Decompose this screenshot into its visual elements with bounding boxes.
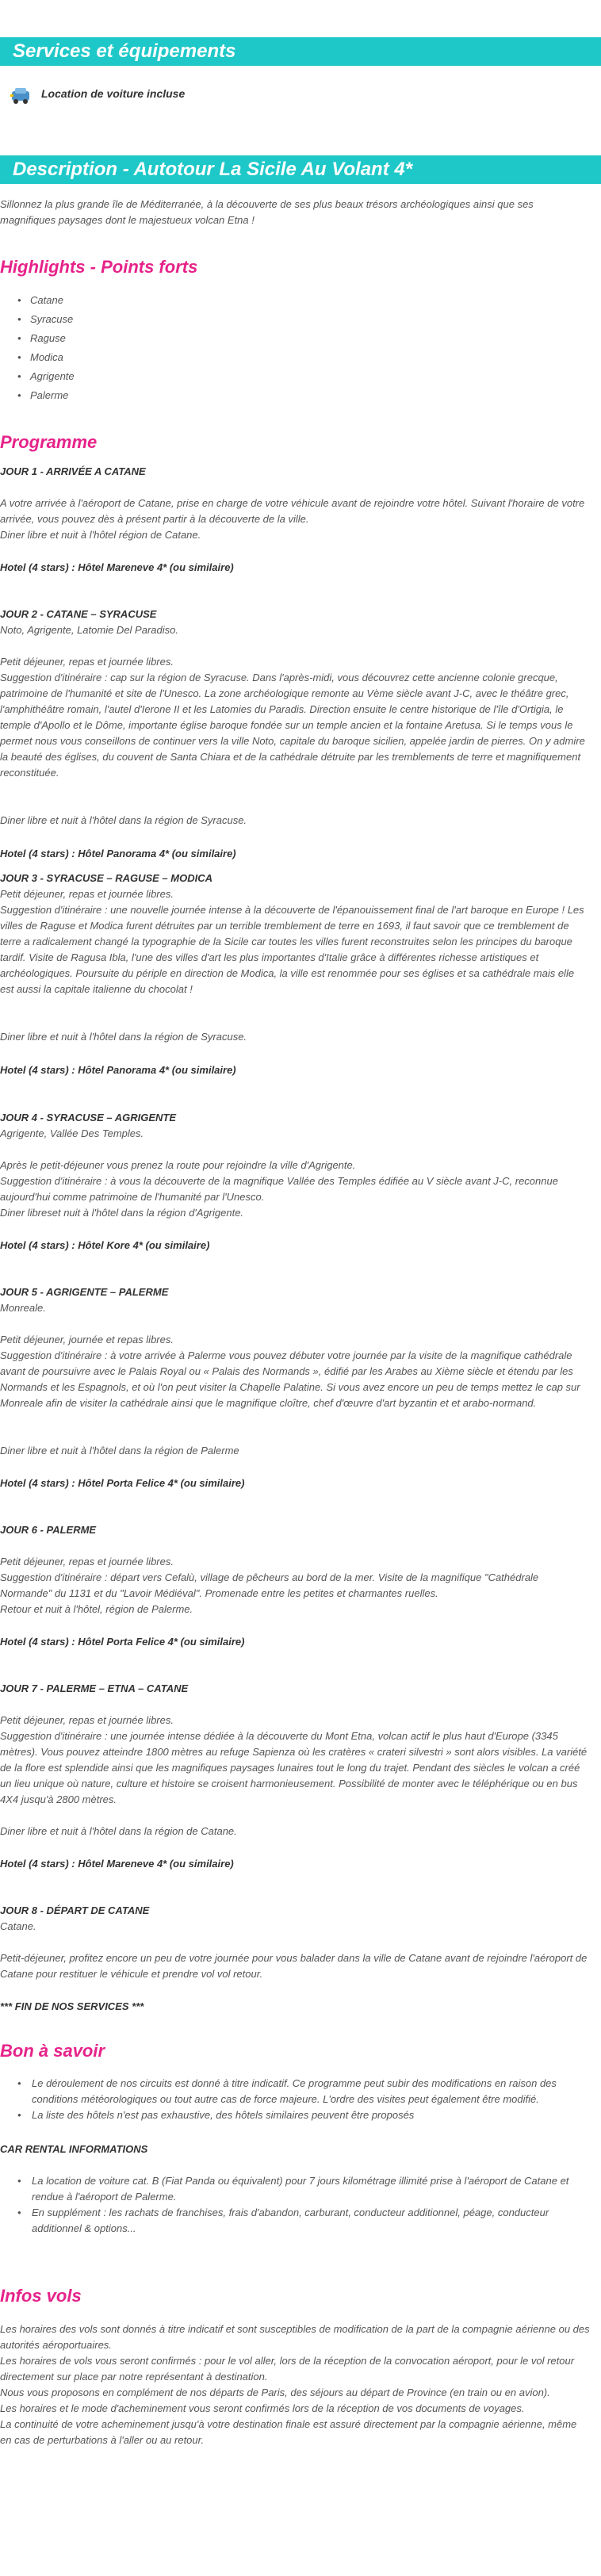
list-item: • La location de voiture cat. B (Fiat Panda ou équivalent) pour 7 jours kilométrage illimité prise à l'aéroport de Catane et rendue à l'aéroport de Palerme.: [0, 2173, 591, 2205]
car-rental-icon: [10, 85, 32, 107]
day-hotel: Hotel (4 stars) : Hôtel Mareneve 4* (ou similaire): [0, 1858, 234, 1870]
day-hotel: Hotel (4 stars) : Hôtel Mareneve 4* (ou similaire): [0, 561, 234, 573]
infos-vols-title: Infos vols: [0, 2286, 82, 2306]
day-subtitle: Agrigente, Vallée Des Temples.: [0, 1127, 144, 1139]
day-body: Diner libre et nuit à l'hôtel dans la région de Palerme: [0, 1445, 239, 1456]
day-hotel: Hotel (4 stars) : Hôtel Porta Felice 4* (ou similaire): [0, 1636, 245, 1648]
day-heading: JOUR 3 - SYRACUSE – RAGUSE – MODICA: [0, 872, 212, 884]
day-hotel: Hotel (4 stars) : Hôtel Panorama 4* (ou similaire): [0, 848, 236, 859]
list-item: • Syracuse: [0, 310, 238, 329]
day-heading: JOUR 4 - SYRACUSE – AGRIGENTE: [0, 1112, 177, 1123]
day-body: Suggestion d'itinéraire : à vous la découverte de la magnifique Vallée des Temples édifiée au V siècle avant J-C, reconnue aujourd'hui comme patrimoine de l'humanité par l'Unesco.: [0, 1175, 558, 1203]
list-item: • Catane: [0, 291, 238, 310]
car-rental-list: [0, 2173, 591, 2237]
infos-vols-line: La continuité de votre acheminement jusqu'à votre destination finale est assuré directement par la compagnie aérienne, même en cas de perturbations à l'aller ou au retour.: [0, 2418, 577, 2446]
day-heading: JOUR 5 - AGRIGENTE – PALERME: [0, 1286, 169, 1298]
bon-a-savoir-list: [0, 2076, 591, 2123]
highlights-list: [0, 291, 238, 405]
car-rental-heading: CAR RENTAL INFORMATIONS: [0, 2143, 148, 2155]
day-hotel: Hotel (4 stars) : Hôtel Kore 4* (ou similaire): [0, 1239, 210, 1251]
list-item: • En supplément : les rachats de franchises, frais d'abandon, carburant, conducteur additionnel, péage, conducteur additionnel & options...: [0, 2205, 591, 2237]
day-subtitle: Catane.: [0, 1920, 36, 1932]
day-body: Petit déjeuner, repas et journée libres.: [0, 1714, 174, 1726]
day-subtitle: Noto, Agrigente, Latomie Del Paradiso.: [0, 624, 178, 636]
list-item: • Raguse: [0, 329, 238, 348]
day-body: Après le petit-déjeuner vous prenez la route pour rejoindre la ville d'Agrigente.: [0, 1159, 356, 1171]
list-item: • Palerme: [0, 386, 238, 405]
programme-title: Programme: [0, 432, 98, 452]
day-body: Petit déjeuner, repas et journée libres.: [0, 1556, 174, 1567]
description-intro: Sillonnez la plus grande île de Méditerranée, à la découverte de ses plus beaux trésors archéologiques ainsi que ses magnifiques paysages dont le majestueux volcan Etna !: [0, 198, 534, 226]
day-body: Suggestion d'itinéraire : à votre arrivée à Palerme vous pouvez débuter votre journée par la visite de la magnifique cathédrale avant de poursuivre avec le Palais Royal ou « Palais des Normands », édifié par les Arabes au Xième siècle et étendu par les Normands et les Espagnols, et où l'on peut visiter la Chapelle Palatine. Si vous avez encore un peu de temps mettez le cap sur Monreale afin de visiter la cathédrale ainsi que le magnifique cloître, chef d'œuvre d'art byzantin et et arabo-normand.: [0, 1349, 580, 1409]
day-body: Diner libre et nuit à l'hôtel dans la région de Syracuse.: [0, 814, 247, 826]
day-body: Diner libreset nuit à l'hôtel dans la région d'Agrigente.: [0, 1207, 244, 1219]
day-body: Suggestion d'itinéraire : une nouvelle journée intense à la découverte de l'épanouissement final de l'art baroque en Europe ! Les villes de Raguse et Modica furent détruites par un terrible tremblement de terre en 1693, il faut savoir que ce tremblement de terre a radicalement changé la typographie de la Sicile car toutes les villes furent reconstruites selon les principes du baroque tardif. Visite de Ragusa Ibla, l'une des villes d'art les plus importantes d'Italie grâce à différentes richesse artistiques et archéologiques. Poursuite du périple en direction de Modica, la ville est renommée pour ses églises et sa cathédrale mais elle est aussi la capitale italienne du chocolat !: [0, 904, 584, 995]
end-of-services: *** FIN DE NOS SERVICES ***: [0, 2000, 144, 2012]
day-heading: JOUR 6 - PALERME: [0, 1524, 97, 1536]
day-heading: JOUR 2 - CATANE – SYRACUSE: [0, 608, 157, 620]
day-body: Petit déjeuner, repas et journée libres.: [0, 656, 174, 668]
description-banner: Description - Autotour La Sicile Au Volant 4*: [0, 155, 601, 184]
services-banner: Services et équipements: [0, 37, 601, 66]
highlights-title: Highlights - Points forts: [0, 257, 198, 277]
day-body: Petit déjeuner, repas et journée libres.: [0, 888, 174, 900]
list-item: • Le déroulement de nos circuits est donné à titre indicatif. Ce programme peut subir des modifications en raison des conditions météorologiques ou tout autre cas de force majeure. L'ordre des visites peut également être modifié.: [0, 2076, 591, 2107]
day-body: A votre arrivée à l'aéroport de Catane, prise en charge de votre véhicule avant de rejoindre votre hôtel. Suivant l'horaire de votre arrivée, vous pouvez dès à présent partir à la découverte de la ville.: [0, 497, 585, 525]
list-item: • Modica: [0, 348, 238, 367]
infos-vols-line: Les horaires de vols vous seront confirmés : pour le vol aller, lors de la réception de la convocation aéroport, pour le vol retour directement sur place par notre représentant à destination.: [0, 2355, 575, 2383]
list-item: • Agrigente: [0, 367, 238, 386]
day-body: Suggestion d'itinéraire : cap sur la région de Syracuse. Dans l'après-midi, vous découvrez cette ancienne colonie grecque, patrimoine de l'humanité et site de l'Unesco. La zone archéologique remonte au Vème siècle avant J-C, avec le théâtre grec, l'amphithéâtre romain, l'autel d'Ierone II et les Latomies du Paradis. Direction ensuite le centre historique de l'île d'Ortigia, le temple d'Apollo et le Dôme, importante église baroque fondée sur un temple ancien et la fontaine Aretusa. Si le temps vous le permet nous vous conseillons de continuer vers la ville Noto, capitale du baroque sicilien, appelée jardin de pierres. On y admire la beauté des églises, du couvent de Santa Chiara et de la cathédrale détruite par les tremblements de terre et magnifiquement reconstituée.: [0, 672, 585, 779]
infos-vols-line: Nous vous proposons en complément de nos départs de Paris, des séjours au départ de Province (en train ou en avion).: [0, 2387, 550, 2398]
infos-vols-line: Les horaires et le mode d'acheminement vous seront confirmés lors de la réception de vos documents de voyages.: [0, 2402, 525, 2414]
day-heading: JOUR 1 - ARRIVÉE A CATANE: [0, 465, 146, 477]
service-item-label: Location de voiture incluse: [41, 87, 186, 100]
day-body: Suggestion d'itinéraire : départ vers Cefalù, village de pêcheurs au bord de la mer. Visite de la magnifique "Cathédrale Normande" du 1131 et du "Lavoir Médiéval". Promenade entre les petites et charmantes ruelles.: [0, 1571, 539, 1599]
day-heading: JOUR 7 - PALERME – ETNA – CATANE: [0, 1682, 189, 1694]
day-body: Suggestion d'itinéraire : une journée intense dédiée à la découverte du Mont Etna, volcan actif le plus haut d'Europe (3345 mètres). Vous pouvez atteindre 1800 mètres au refuge Sapienza où les cratères « crateri silvestri » sont alors visibles. La variété de la flore est splendide ainsi que les magnifiques paysages lunaires tout le long du trajet. Pendant des siècles le volcan a créé un lieu unique où nature, culture et histoire se croisent harmonieusement. Possibilité de monter avec le téléphérique ou en bus 4X4 jusqu'à 2800 mètres.: [0, 1730, 588, 1805]
day-body: Diner libre et nuit à l'hôtel dans la région de Syracuse.: [0, 1031, 247, 1043]
day-body: Diner libre et nuit à l'hôtel dans la région de Catane.: [0, 1825, 237, 1837]
day-heading: JOUR 8 - DÉPART DE CATANE: [0, 1904, 150, 1916]
infos-vols-line: Les horaires des vols sont donnés à titre indicatif et sont susceptibles de modification de la part de la compagnie aérienne ou des autorités aéroportuaires.: [0, 2323, 590, 2351]
day-body: Petit-déjeuner, profitez encore un peu de votre journée pour vous balader dans la ville de Catane avant de rejoindre l'aéroport de Catane pour restituer le véhicule et prendre vol vol retour.: [0, 1952, 588, 1980]
day-hotel: Hotel (4 stars) : Hôtel Panorama 4* (ou similaire): [0, 1064, 236, 1076]
day-body: Diner libre et nuit à l'hôtel région de Catane.: [0, 529, 201, 541]
day-body: Petit déjeuner, journée et repas libres.: [0, 1334, 174, 1345]
day-subtitle: Monreale.: [0, 1302, 46, 1314]
day-body: Retour et nuit à l'hôtel, région de Palerme.: [0, 1603, 193, 1615]
day-hotel: Hotel (4 stars) : Hôtel Porta Felice 4* (ou similaire): [0, 1477, 245, 1489]
bon-a-savoir-title: Bon à savoir: [0, 2041, 105, 2061]
list-item: • La liste des hôtels n'est pas exhaustive, des hôtels similaires peuvent être proposés: [0, 2107, 591, 2123]
